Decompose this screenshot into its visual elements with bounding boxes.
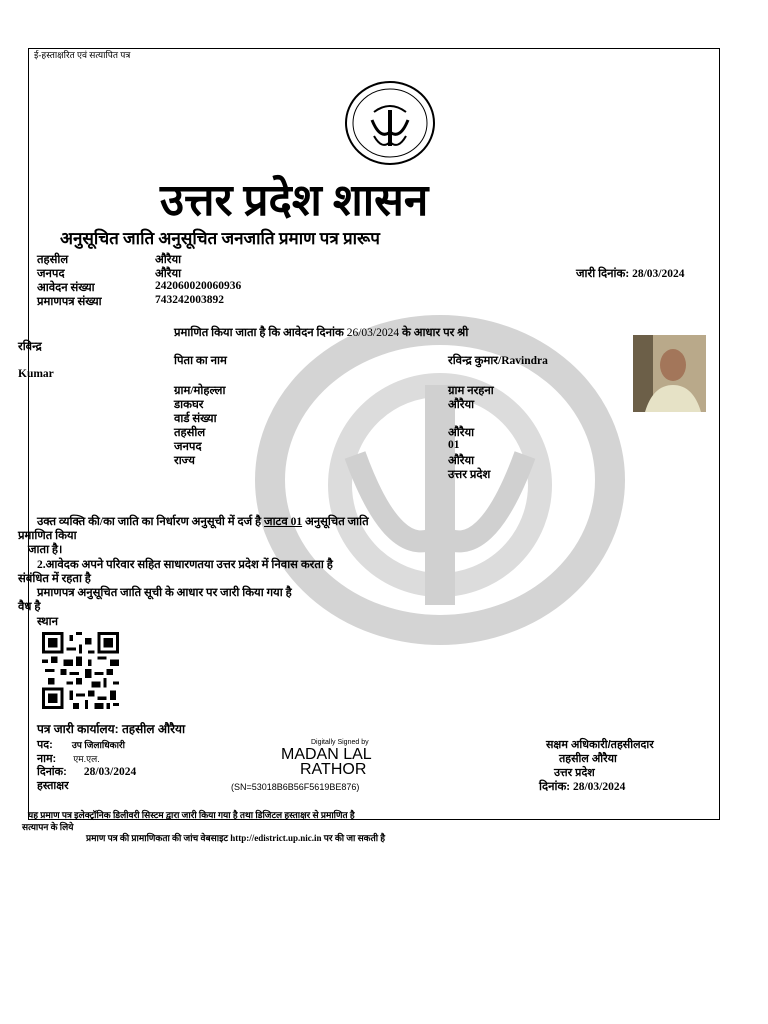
district-body-value: औरैया [448, 455, 475, 467]
verify-url-link[interactable]: http://edistrict.up.nic.in [230, 833, 322, 843]
village-label: ग्राम/मोहल्ला [174, 385, 226, 397]
body-line1-end: के आधार पर श्री [401, 327, 469, 339]
caste-paragraph-wrap: प्रमाणित किया [18, 530, 77, 542]
officer-designation: सक्षम अधिकारी/तहसीलदार [546, 739, 654, 751]
district-body-label: जनपद [174, 441, 202, 453]
district-label: जनपद [37, 268, 65, 280]
page-title: उत्तर प्रदेश शासन [160, 176, 429, 225]
caste-paragraph-b: जाता है। [28, 544, 63, 556]
officer-date-value: 28/03/2024 [572, 781, 626, 793]
issuing-office-value: तहसील औरैया [121, 722, 186, 736]
tehsil-body-value: औरैया [448, 427, 475, 439]
footer-verify [86, 831, 385, 844]
footer-note: यह प्रमाण पत्र इलेक्ट्रॉनिक डिलीवरी सिस्टम द्वारा जारी किया गया है तथा डिजिटल हस्ताक्षर से प्रमाणित है [28, 810, 355, 820]
caste-name: जाटव 01 [264, 516, 303, 528]
watermark-emblem-icon [235, 315, 645, 645]
issue-date [576, 266, 684, 281]
signature-label: हस्ताक्षर [37, 780, 69, 792]
tehsil-value: औरैया [155, 254, 182, 266]
body-line1-wrap: रविन्द्र [18, 341, 42, 353]
caste-paragraph-text: उक्त व्यक्ति की/का जाति का निर्धारण अनुसूची में दर्ज है [37, 516, 262, 528]
validity-paragraph: प्रमाणपत्र अनुसूचित जाति सूची के आधार पर जारी किया गया है [37, 587, 292, 599]
post-line [37, 737, 125, 752]
sign-date-value: 28/03/2024 [83, 766, 137, 778]
application-no-value: 242060020060936 [155, 280, 242, 292]
footer-verify-end: पर की जा सकती है [323, 833, 386, 843]
applicant-name: रविन्द्र कुमार/Ravindra [448, 355, 548, 367]
certificate-no-label: प्रमाणपत्र संख्या [37, 296, 102, 308]
designation-label: पद: [37, 739, 53, 751]
officer-date-label: दिनांक: [539, 781, 571, 793]
issue-date-value: 28/03/2024 [632, 268, 685, 280]
signature-serial: (SN=53018B6B56F5619BE876) [231, 782, 360, 792]
designation-value: उप जिलाधिकारी [71, 740, 125, 750]
date-line [37, 764, 136, 779]
body-line1 [174, 325, 468, 340]
district-value: औरैया [155, 268, 182, 280]
residence-paragraph: 2.आवेदक अपने परिवार सहित साधारणतया उत्तर प्रदेश में निवास करता है [37, 559, 333, 571]
applicant-photo [633, 335, 706, 412]
officer-date [539, 779, 625, 794]
ward-value: 01 [448, 439, 460, 451]
signatory-name-label: नाम: [37, 753, 57, 765]
qr-code-icon[interactable] [38, 632, 123, 709]
application-no-label: आवेदन संख्या [37, 282, 95, 294]
signer-name-line1: MADAN LAL [281, 746, 372, 763]
application-date: 26/03/2024 [346, 327, 400, 339]
page-subtitle: अनुसूचित जाति अनुसूचित जनजाति प्रमाण पत्र प्रारूप [60, 229, 380, 248]
footer-note-wrap: सत्यापन के लिये [22, 822, 74, 832]
issuing-office-label: पत्र जारी कार्यालय: [37, 722, 119, 736]
tehsil-body-label: तहसील [174, 427, 206, 439]
validity-paragraph-wrap: वैध है [18, 601, 41, 613]
signatory-name-value: एम.एल. [73, 754, 100, 764]
issuing-office [37, 720, 185, 737]
tehsil-label: तहसील [37, 254, 69, 266]
place-label: स्थान [37, 616, 58, 628]
officer-state: उत्तर प्रदेश [554, 767, 595, 779]
residence-paragraph-wrap: संबंधित में रहता है [18, 573, 91, 585]
issue-date-label: जारी दिनांक: [576, 268, 630, 280]
village-value: ग्राम नरहना [448, 385, 494, 397]
certificate-no-value: 743242003892 [155, 294, 224, 306]
digitally-signed-label: Digitally Signed by [311, 739, 369, 746]
caste-paragraph [37, 514, 369, 529]
applicant-name-wrap: Kumar [18, 368, 54, 380]
ward-label: वार्ड संख्या [174, 413, 217, 425]
post-value: औरैया [448, 399, 475, 411]
footer-verify-text: प्रमाण पत्र की प्रामाणिकता की जांच वेबसाइट [86, 833, 229, 843]
signer-name-line2: RATHOR [300, 761, 367, 778]
father-label: पिता का नाम [174, 355, 227, 367]
officer-tehsil: तहसील औरैया [559, 753, 617, 765]
state-emblem-icon [344, 80, 436, 166]
post-label: डाकघर [174, 399, 204, 411]
state-body-value: उत्तर प्रदेश [448, 469, 491, 481]
sign-date-label: दिनांक: [37, 766, 67, 778]
caste-paragraph-end: अनुसूचित जाति [304, 516, 369, 528]
state-body-label: राज्य [174, 455, 195, 467]
top-note: ई-हस्ताक्षरित एवं सत्यापित पत्र [34, 50, 131, 60]
body-line1-text: प्रमाणित किया जाता है कि आवेदन दिनांक [174, 327, 344, 339]
